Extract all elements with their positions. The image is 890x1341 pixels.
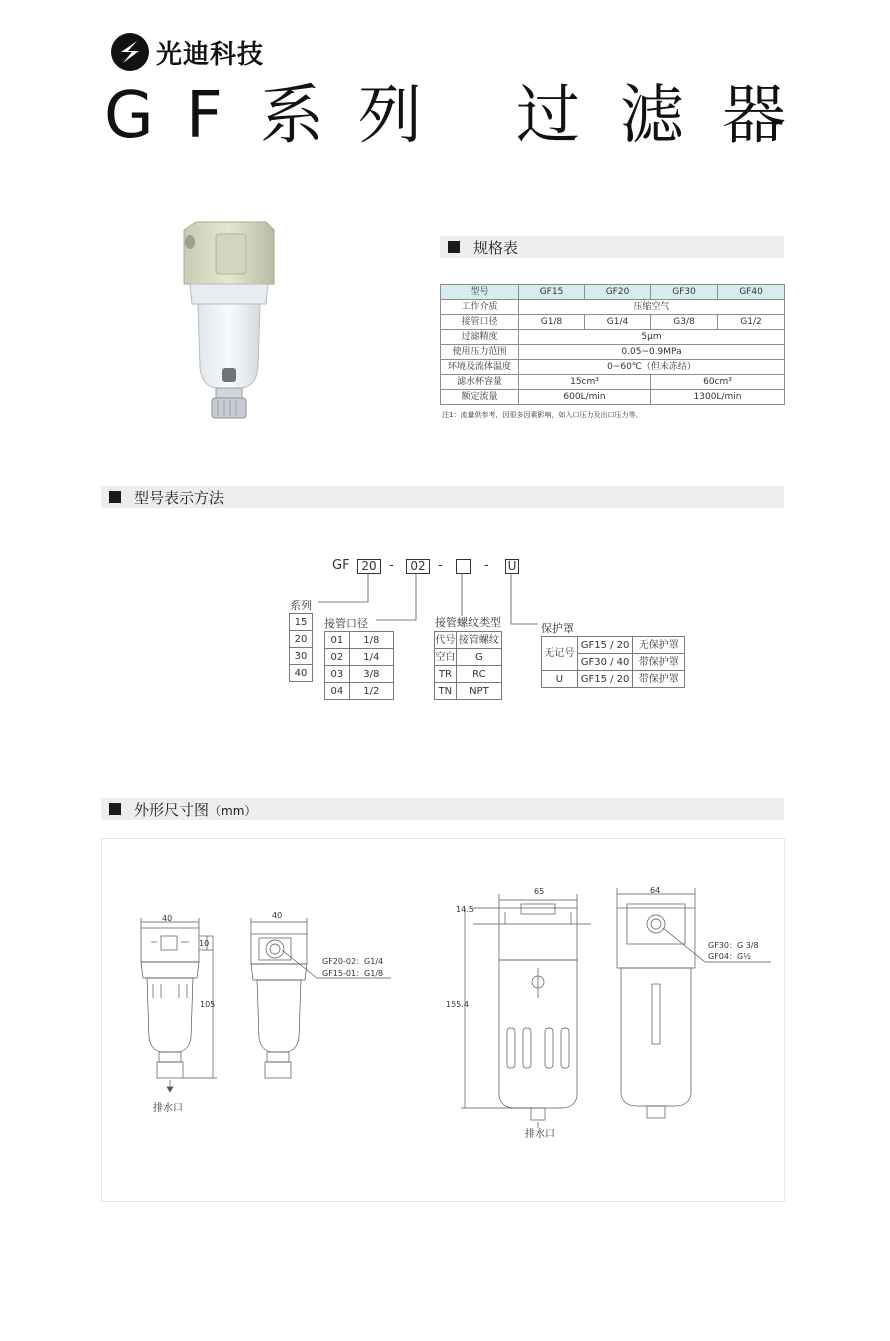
code-prefix: GF (332, 558, 350, 573)
table-row: GF30 / 40 带保护罩 (542, 654, 685, 671)
dim-small-drain: 排水口 (153, 1103, 183, 1114)
dim-large-drain: 排水口 (525, 1129, 555, 1140)
dim-large-top: 14.5 (456, 905, 474, 914)
series-label: 系列 (290, 599, 312, 612)
dim-large-port-1: GF30：G 3/8 (708, 941, 759, 950)
code-dash: - (438, 558, 443, 573)
table-row: 型号 GF15 GF20 GF30 GF40 (441, 285, 785, 300)
table-row: 使用压力范围 0.05~0.9MPa (441, 345, 785, 360)
table-row: 空白 G (435, 649, 502, 666)
table-row: 环境及流体温度 0~60℃（但未冻结） (441, 360, 785, 375)
table-row: 15 (290, 614, 313, 631)
dim-large-width-1: 65 (534, 887, 545, 896)
table-row: 额定流量 600L/min 1300L/min (441, 390, 785, 405)
table-row: TR RC (435, 666, 502, 683)
dim-small-height: 105 (200, 1000, 216, 1009)
thread-label: 接管螺纹类型 (435, 616, 501, 629)
square-bullet-icon (109, 491, 121, 503)
table-row: 无记号 GF15 / 20 无保护罩 (542, 637, 685, 654)
table-row: U GF15 / 20 带保护罩 (542, 671, 685, 688)
square-bullet-icon (109, 803, 121, 815)
dim-small-port-2: GF15-01：G1/8 (322, 969, 384, 978)
port-table (324, 631, 394, 700)
square-bullet-icon (448, 241, 460, 253)
dimension-section-title: 外形尺寸图（mm） (134, 801, 257, 819)
code-dash: - (484, 558, 489, 573)
dim-small-top: 10 (199, 939, 210, 948)
dim-large-port-2: GF04：G½ (708, 952, 751, 961)
code-dash: - (389, 558, 394, 573)
table-row: 20 (290, 631, 313, 648)
dim-small-width-2: 40 (272, 911, 283, 920)
table-row: 30 (290, 648, 313, 665)
table-row: 工作介质 压缩空气 (441, 300, 785, 315)
table-row: 代号 接管螺纹 (435, 632, 502, 649)
spec-note: 注1：流量供参考，因很多因素影响，如入口压力及出口压力等。 (442, 411, 643, 419)
table-row: 04 1/2 (325, 683, 394, 700)
cover-label: 保护罩 (541, 622, 574, 635)
code-port-box: 02 (406, 559, 430, 574)
table-row: 滤水杯容量 15cm³ 60cm³ (441, 375, 785, 390)
dim-large-height: 155.4 (446, 1000, 469, 1009)
product-photo (176, 218, 280, 430)
table-row: 接管口径 G1/8 G1/4 G3/8 G1/2 (441, 315, 785, 330)
dimension-section-header (101, 798, 784, 820)
spec-table (440, 284, 785, 405)
table-row: 过滤精度 5μm (441, 330, 785, 345)
brand-logo-icon (110, 32, 150, 72)
table-row: 02 1/4 (325, 649, 394, 666)
brand-name: 光迪科技 (156, 40, 265, 70)
dim-small-width-1: 40 (162, 914, 173, 923)
cover-table (541, 636, 685, 688)
spec-section-title: 规格表 (473, 239, 519, 257)
code-series-box: 20 (357, 559, 381, 574)
table-row: 03 3/8 (325, 666, 394, 683)
model-section-header (101, 486, 784, 508)
spec-section-header (440, 236, 784, 258)
series-table (289, 613, 313, 682)
table-row: TN NPT (435, 683, 502, 700)
dimension-drawings (101, 838, 785, 1200)
table-row: 40 (290, 665, 313, 682)
table-row: 01 1/8 (325, 632, 394, 649)
code-cover-box: U (505, 559, 519, 574)
thread-table (434, 631, 502, 700)
dim-large-width-2: 64 (650, 886, 661, 895)
port-label: 接管口径 (324, 617, 368, 630)
model-section-title: 型号表示方法 (134, 489, 225, 507)
dim-small-port-1: GF20-02：G1/4 (322, 957, 384, 966)
